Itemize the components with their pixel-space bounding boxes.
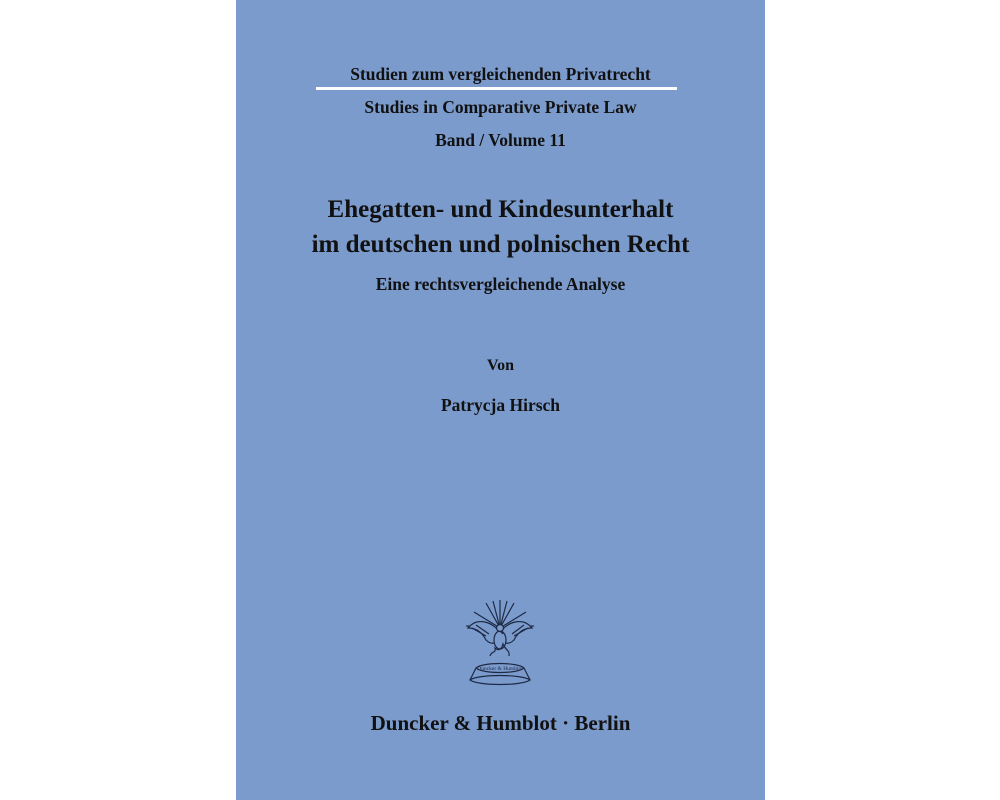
book-cover xyxy=(236,0,765,800)
volume-number: Band / Volume 11 xyxy=(435,130,566,150)
series-title-german: Studien zum vergleichenden Privatrecht xyxy=(350,64,651,84)
by-label: Von xyxy=(487,357,514,374)
phoenix-emblem-icon xyxy=(462,598,539,690)
publisher-imprint: Duncker & Humblot · Berlin xyxy=(370,711,631,735)
book-title-line-2: im deutschen und polnischen Recht xyxy=(311,231,690,258)
series-divider xyxy=(316,87,677,90)
logo-text: Duncker & Humblot xyxy=(477,666,523,672)
book-title-line-1: Ehegatten- und Kindesunterhalt xyxy=(327,196,674,223)
book-subtitle: Eine rechtsvergleichende Analyse xyxy=(375,274,626,294)
author-name: Patrycja Hirsch xyxy=(440,395,561,415)
series-title-english: Studies in Comparative Private Law xyxy=(364,97,637,117)
